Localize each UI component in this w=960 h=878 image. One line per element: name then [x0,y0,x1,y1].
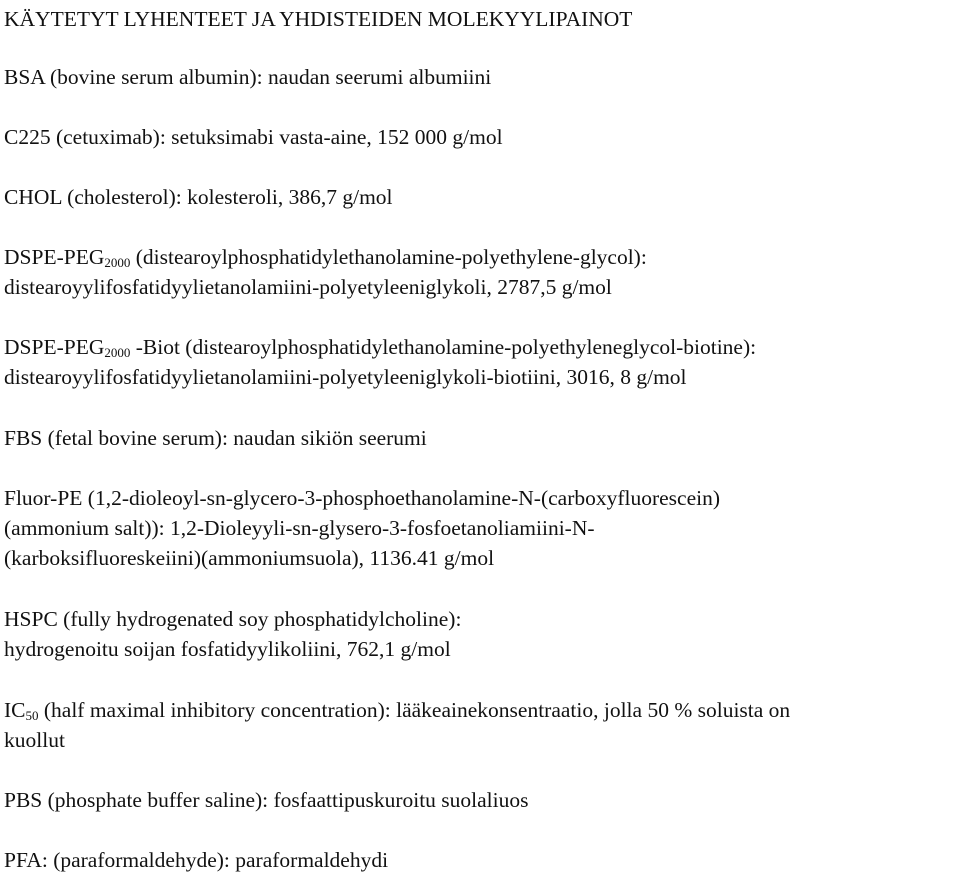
abbreviation-entry-dspe-peg2000-biot [4,332,756,392]
entry-expansion: (half maximal inhibitory concentration): lääkeainekonsentraatio, jolla 50 % soluista on [38,698,791,722]
entry-line: distearoyylifosfatidyylietanolamiini-polyetyleeniglykoli-biotiini, 3016, 8 g/mol [4,365,687,389]
entry-line: (karboksifluoreskeiini)(ammoniumsuola), 1136.41 g/mol [4,546,495,570]
subscript: 2000 [104,345,131,360]
abbreviation-entry-pfa [4,845,388,875]
entry-line: hydrogenoitu soijan fosfatidyylikoliini, 762,1 g/mol [4,637,451,661]
abbreviation-entry-fbs [4,423,427,453]
entry-heading-line [4,242,647,272]
subscript: 2000 [104,255,131,270]
entry-line: C225 (cetuximab): setuksimabi vasta-aine, 152 000 g/mol [4,125,503,149]
entry-line: PBS (phosphate buffer saline): fosfaattipuskuroitu suolaliuos [4,788,529,812]
entry-abbreviation: IC [4,698,26,722]
abbreviation-entry-chol [4,182,393,212]
entry-line: kuollut [4,728,65,752]
entry-line: FBS (fetal bovine serum): naudan sikiön seerumi [4,426,427,450]
subscript: 50 [25,708,39,723]
entry-expansion: -Biot (distearoylphosphatidylethanolamine-polyethyleneglycol-biotine): [130,335,757,359]
abbreviation-entry-c225 [4,122,503,152]
abbreviation-entry-ic50 [4,695,790,755]
entry-heading-line [4,332,756,362]
entry-abbreviation: DSPE-PEG [4,335,105,359]
entry-line: (ammonium salt)): 1,2-Dioleyyli-sn-glysero-3-fosfoetanoliamiini-N- [4,516,595,540]
entry-abbreviation: DSPE-PEG [4,245,105,269]
entry-line: BSA (bovine serum albumin): naudan seerumi albumiini [4,65,492,89]
abbreviation-entry-bsa [4,62,491,92]
entry-line: CHOL (cholesterol): kolesteroli, 386,7 g/mol [4,185,393,209]
entry-line: distearoyylifosfatidyylietanolamiini-polyetyleeniglykoli, 2787,5 g/mol [4,275,612,299]
abbreviation-entry-fluor-pe [4,483,720,573]
entry-line: HSPC (fully hydrogenated soy phosphatidylcholine): [4,607,462,631]
abbreviation-entry-dspe-peg2000 [4,242,647,302]
document-title: KÄYTETYT LYHENTEET JA YHDISTEIDEN MOLEKYYLIPAINOT [4,7,633,31]
abbreviation-entry-hspc [4,604,461,664]
abbreviation-entry-pbs [4,785,529,815]
entry-heading-line [4,695,790,725]
entry-line: PFA: (paraformaldehyde): paraformaldehydi [4,848,389,872]
entry-expansion: (distearoylphosphatidylethanolamine-polyethylene-glycol): [130,245,647,269]
entry-line: Fluor-PE (1,2-dioleoyl-sn-glycero-3-phosphoethanolamine-N-(carboxyfluorescein) [4,486,721,510]
